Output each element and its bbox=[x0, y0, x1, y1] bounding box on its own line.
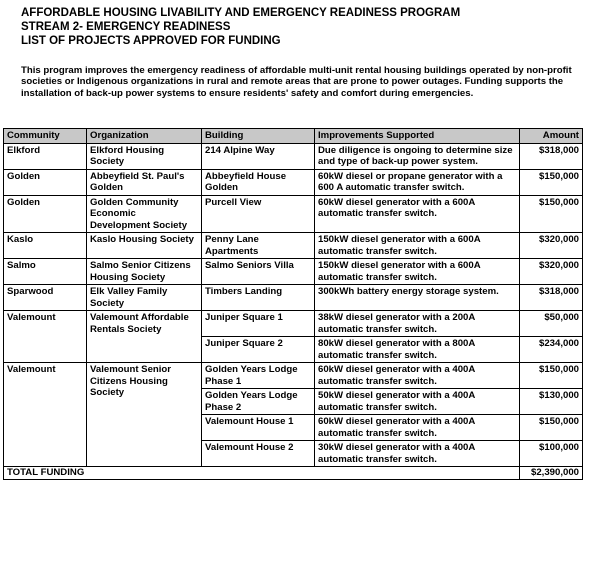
amount-cell: $320,000 bbox=[520, 233, 583, 259]
improvement-cell: 60kW diesel generator with a 400A automatic transfer switch. bbox=[315, 415, 520, 441]
community-cell: Golden bbox=[4, 169, 87, 195]
total-row bbox=[4, 467, 583, 480]
community-cell: Salmo bbox=[4, 259, 87, 285]
building-cell: Juniper Square 1 bbox=[202, 311, 315, 337]
improvement-cell: 300kWh battery energy storage system. bbox=[315, 285, 520, 311]
header-community: Community bbox=[4, 129, 87, 144]
building-cell: Juniper Square 2 bbox=[202, 337, 315, 363]
table-row bbox=[4, 363, 583, 389]
organization-cell: Valemount Senior Citizens Housing Society bbox=[87, 363, 202, 467]
header-amount: Amount bbox=[520, 129, 583, 144]
title-line-3: LIST OF PROJECTS APPROVED FOR FUNDING bbox=[21, 35, 281, 47]
table-row bbox=[4, 195, 583, 233]
improvement-cell: 60kW diesel generator with a 400A automatic transfer switch. bbox=[315, 363, 520, 389]
improvement-cell: 50kW diesel generator with a 400A automatic transfer switch. bbox=[315, 389, 520, 415]
amount-cell: $130,000 bbox=[520, 389, 583, 415]
building-cell: Golden Years Lodge Phase 1 bbox=[202, 363, 315, 389]
building-cell: Valemount House 2 bbox=[202, 441, 315, 467]
table-header-row bbox=[4, 129, 583, 144]
organization-cell: Abbeyfield St. Paul's Golden bbox=[87, 169, 202, 195]
amount-cell: $100,000 bbox=[520, 441, 583, 467]
building-cell: Valemount House 1 bbox=[202, 415, 315, 441]
organization-cell: Golden Community Economic Development Society bbox=[87, 195, 202, 233]
building-cell: Golden Years Lodge Phase 2 bbox=[202, 389, 315, 415]
community-cell: Sparwood bbox=[4, 285, 87, 311]
community-cell: Valemount bbox=[4, 311, 87, 363]
building-cell: Timbers Landing bbox=[202, 285, 315, 311]
improvement-cell: 30kW diesel generator with a 400A automatic transfer switch. bbox=[315, 441, 520, 467]
table-row bbox=[4, 311, 583, 337]
building-cell: Salmo Seniors Villa bbox=[202, 259, 315, 285]
community-cell: Elkford bbox=[4, 143, 87, 169]
document-title bbox=[21, 6, 460, 48]
organization-cell: Elkford Housing Society bbox=[87, 143, 202, 169]
table-row bbox=[4, 169, 583, 195]
building-cell: 214 Alpine Way bbox=[202, 143, 315, 169]
improvement-cell: 60kW diesel generator with a 600A automatic transfer switch. bbox=[315, 195, 520, 233]
amount-cell: $234,000 bbox=[520, 337, 583, 363]
improvement-cell: 150kW diesel generator with a 600A automatic transfer switch. bbox=[315, 259, 520, 285]
organization-cell: Valemount Affordable Rentals Society bbox=[87, 311, 202, 363]
header-improvements: Improvements Supported bbox=[315, 129, 520, 144]
amount-cell: $150,000 bbox=[520, 415, 583, 441]
building-cell: Purcell View bbox=[202, 195, 315, 233]
table-row bbox=[4, 285, 583, 311]
community-cell: Valemount bbox=[4, 363, 87, 467]
organization-cell: Kaslo Housing Society bbox=[87, 233, 202, 259]
improvement-cell: 60kW diesel or propane generator with a 600 A automatic transfer switch. bbox=[315, 169, 520, 195]
amount-cell: $150,000 bbox=[520, 195, 583, 233]
total-amount: $2,390,000 bbox=[520, 467, 583, 480]
community-cell: Golden bbox=[4, 195, 87, 233]
intro-paragraph: This program improves the emergency readiness of affordable multi-unit rental housing buildings operated by non-profit societies or Indigenous organizations in rural and remote areas that are prone to power outages. Funding supports the installation of back-up power systems to ensure residents' safety and comfort during emergencies. bbox=[21, 65, 572, 99]
community-cell: Kaslo bbox=[4, 233, 87, 259]
table-row bbox=[4, 259, 583, 285]
building-cell: Penny Lane Apartments bbox=[202, 233, 315, 259]
amount-cell: $50,000 bbox=[520, 311, 583, 337]
improvement-cell: 80kW diesel generator with a 800A automatic transfer switch. bbox=[315, 337, 520, 363]
header-organization: Organization bbox=[87, 129, 202, 144]
table-row bbox=[4, 143, 583, 169]
amount-cell: $320,000 bbox=[520, 259, 583, 285]
improvement-cell: Due diligence is ongoing to determine size and type of back-up power system. bbox=[315, 143, 520, 169]
title-line-2: STREAM 2- EMERGENCY READINESS bbox=[21, 21, 231, 33]
amount-cell: $150,000 bbox=[520, 363, 583, 389]
title-line-1: AFFORDABLE HOUSING LIVABILITY AND EMERGENCY READINESS PROGRAM bbox=[21, 7, 461, 19]
organization-cell: Salmo Senior Citizens Housing Society bbox=[87, 259, 202, 285]
header-building: Building bbox=[202, 129, 315, 144]
amount-cell: $318,000 bbox=[520, 143, 583, 169]
projects-table bbox=[3, 128, 583, 480]
amount-cell: $318,000 bbox=[520, 285, 583, 311]
improvement-cell: 150kW diesel generator with a 600A automatic transfer switch. bbox=[315, 233, 520, 259]
building-cell: Abbeyfield House Golden bbox=[202, 169, 315, 195]
improvement-cell: 38kW diesel generator with a 200A automatic transfer switch. bbox=[315, 311, 520, 337]
amount-cell: $150,000 bbox=[520, 169, 583, 195]
table-row bbox=[4, 233, 583, 259]
organization-cell: Elk Valley Family Society bbox=[87, 285, 202, 311]
total-label: TOTAL FUNDING bbox=[4, 467, 520, 480]
